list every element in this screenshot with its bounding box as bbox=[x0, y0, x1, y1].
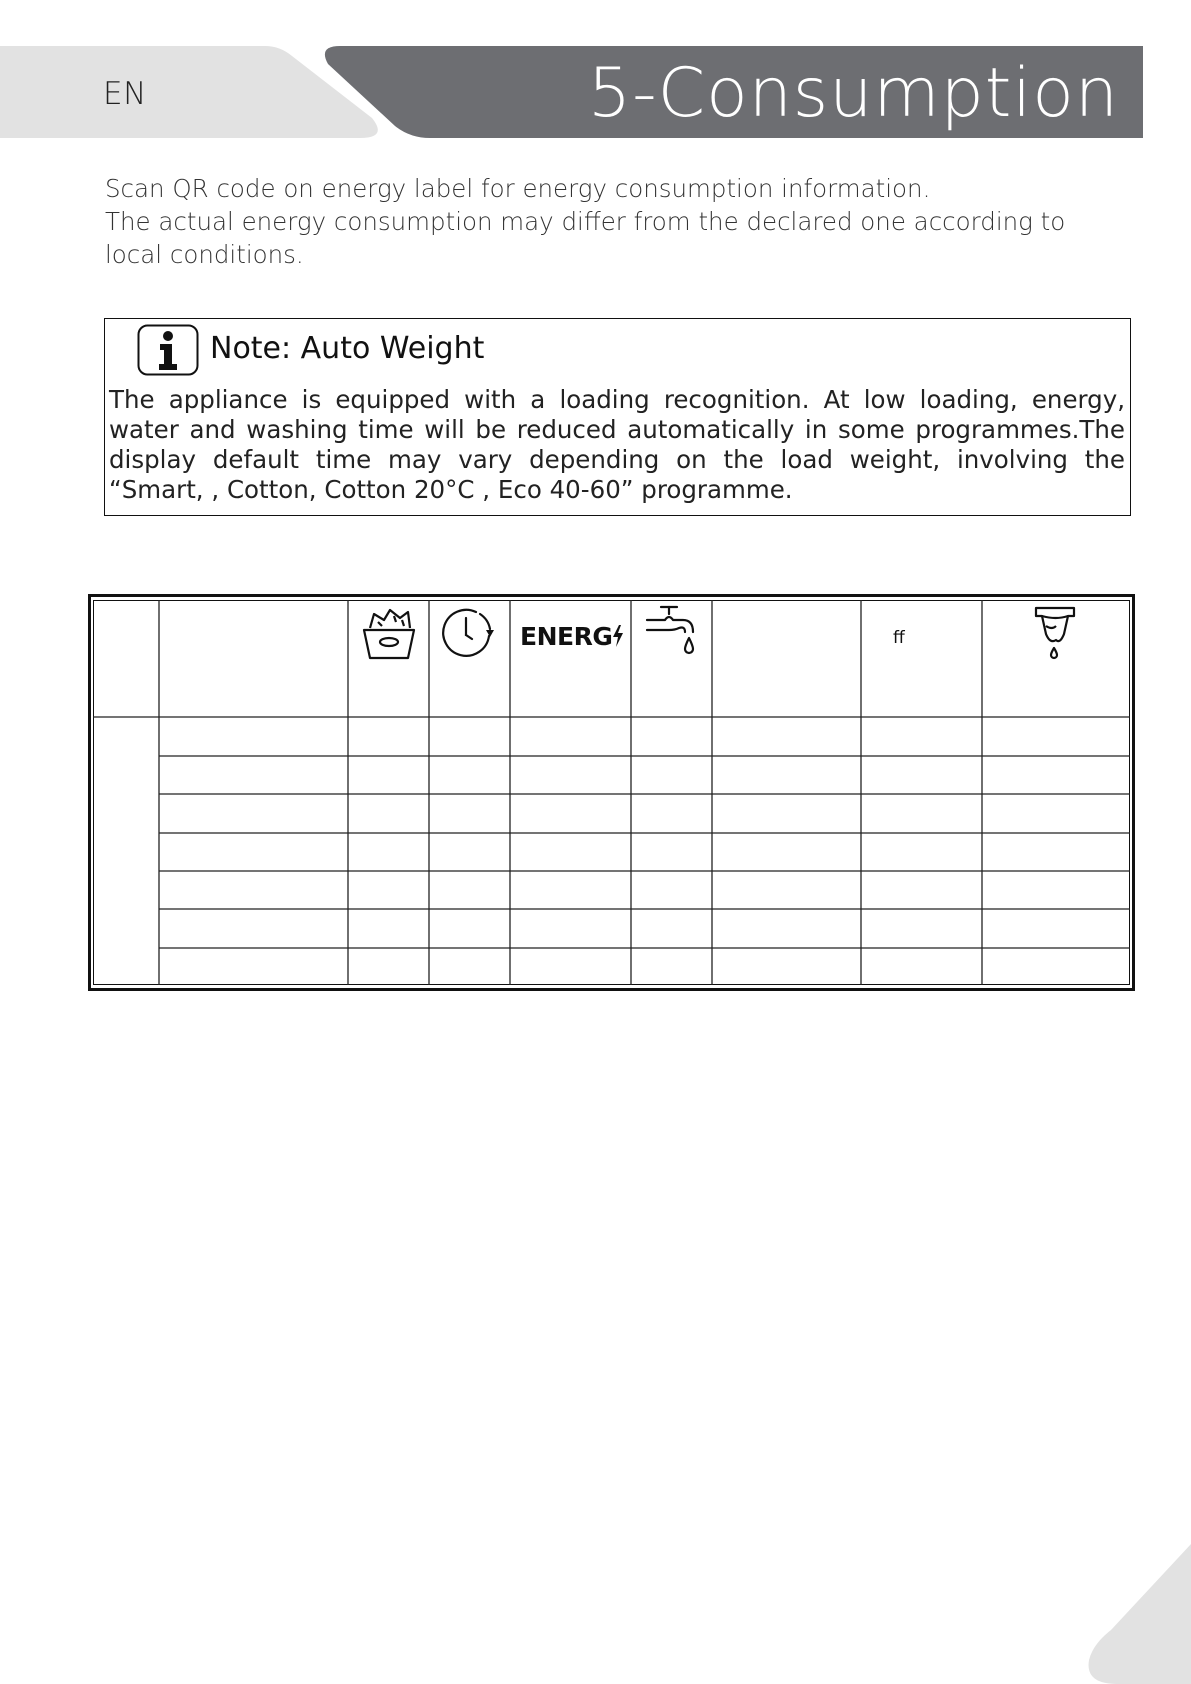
shirt-drip-icon bbox=[1030, 604, 1080, 660]
lightning-icon bbox=[612, 625, 624, 647]
water-tap-icon bbox=[645, 604, 701, 662]
intro-line-consumption: The actual energy consumption may differ from the declared one according to local conditions. bbox=[105, 207, 1066, 269]
language-code: EN bbox=[103, 76, 147, 112]
energy-label-text: ENERG bbox=[520, 622, 613, 651]
note-text: The appliance is equipped with a loading recognition. At low loading, energy, water and washing time will be reduced automatically in some programmes.The display default time may vary depending on the load weight, involving the “Smart, , Cotton, Cotton 20°C , Eco 40-60” programme. bbox=[109, 385, 1125, 504]
ff-label: ff bbox=[893, 628, 905, 648]
clock-icon bbox=[440, 605, 498, 663]
note-title: Note: Auto Weight bbox=[210, 331, 485, 366]
laundry-basket-icon bbox=[360, 606, 418, 662]
page-title: 5-Consumption bbox=[587, 54, 1119, 133]
page-corner-decoration bbox=[1081, 1544, 1191, 1684]
intro-line-qr: Scan QR code on energy label for energy consumption information. bbox=[105, 174, 931, 203]
energy-icon bbox=[520, 622, 624, 651]
